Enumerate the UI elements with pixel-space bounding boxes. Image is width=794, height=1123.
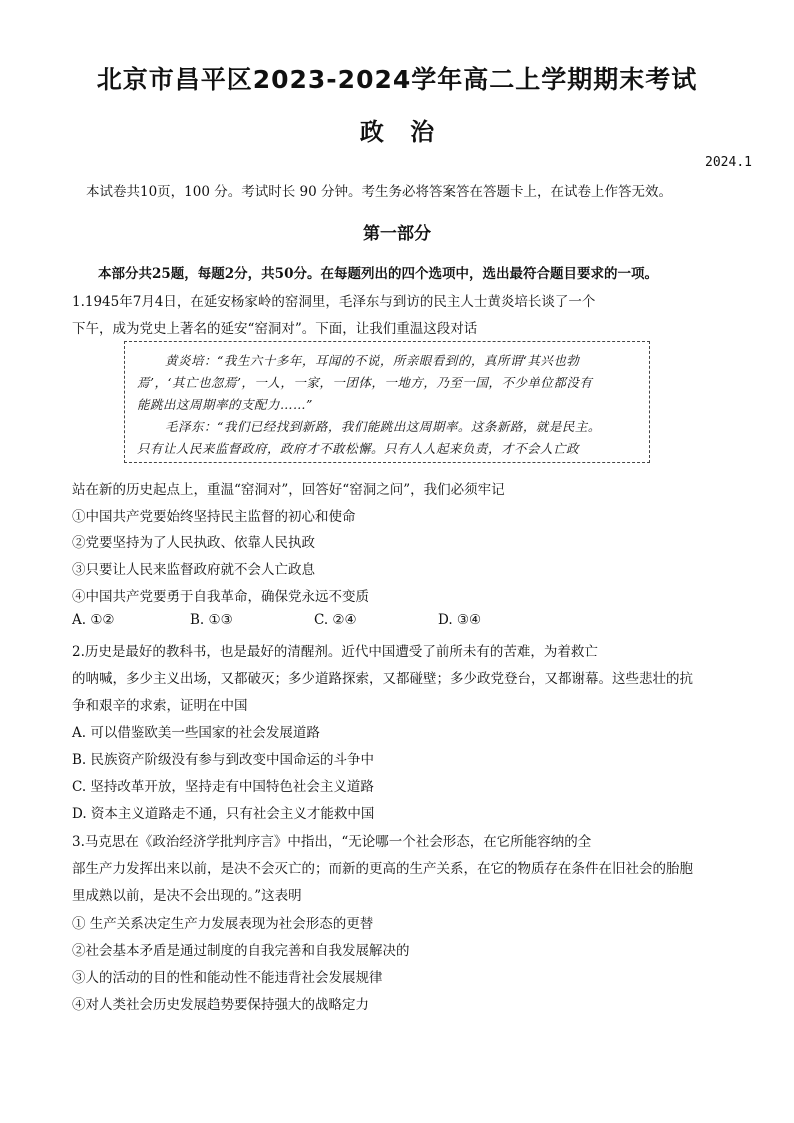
q3-item: ②社会基本矛盾是通过制度的自我完善和自我发展解决的	[72, 943, 410, 959]
q1-option-a[interactable]: A. ①②	[72, 612, 115, 628]
q1-stem-line2: 下午，成为党史上著名的延安“窑洞对”。下面，让我们重温这段对话	[72, 321, 478, 337]
q1-option-c[interactable]: C. ②④	[314, 612, 357, 628]
q3-stem-line3: 里成熟以前，是决不会出现的。”这表明	[72, 888, 302, 904]
q1-item: ②党要坚持为了人民执政、依靠人民执政	[72, 535, 315, 551]
q2-stem-line2: 的呐喊，多少主义出场，又都破灭；多少道路探索，又都碰壁；多少政党登台，又都谢幕。这些悲壮的抗	[72, 671, 693, 687]
q1-question: 站在新的历史起点上，重温“窑洞对”，回答好“窑洞之问”，我们必须牢记	[72, 482, 505, 498]
q2-option-c[interactable]: C. 坚持改革开放，坚持走有中国特色社会主义道路	[72, 779, 374, 795]
q3-stem-line2: 部生产力发挥出来以前，是决不会灭亡的；而新的更高的生产关系，在它的物质存在条件在旧社会的胎胞	[72, 861, 693, 877]
q1-item: ④中国共产党要勇于自我革命，确保党永远不变质	[72, 589, 369, 605]
q2-stem-line3: 争和艰辛的求索，证明在中国	[72, 698, 248, 714]
q1-stem-line1: 1.1945年7月4日，在延安杨家岭的窑洞里，毛泽东与到访的民主人士黄炎培长谈了一个	[72, 294, 596, 310]
q1-option-d[interactable]: D. ③④	[438, 612, 482, 628]
q2-option-d[interactable]: D. 资本主义道路走不通，只有社会主义才能救中国	[72, 806, 375, 822]
exam-date: 2024.1	[705, 155, 752, 170]
quote-line: 能跳出这周期率的支配力……”	[137, 397, 313, 412]
q3-item: ③人的活动的目的性和能动性不能违背社会发展规律	[72, 970, 383, 986]
q3-item: ① 生产关系决定生产力发展表现为社会形态的更替	[72, 916, 374, 932]
part-title: 第一部分	[363, 224, 431, 244]
part-intro: 本部分共25题，每题2分，共50分。在每题列出的四个选项中，选出最符合题目要求的一项。	[98, 266, 658, 282]
q1-quote-box	[124, 341, 650, 463]
subject-title: 政 治	[359, 118, 435, 146]
q1-item: ③只要让人民来监督政府就不会人亡政息	[72, 562, 315, 578]
q3-stem-line1: 3.马克思在《政治经济学批判序言》中指出，“无论哪一个社会形态，在它所能容纳的全	[72, 834, 592, 850]
q2-stem-line1: 2.历史是最好的教科书，也是最好的清醒剂。近代中国遭受了前所未有的苦难，为着救亡	[72, 644, 598, 660]
q2-option-a[interactable]: A. 可以借鉴欧美一些国家的社会发展道路	[72, 725, 320, 741]
quote-line: 毛泽东：“我们已经找到新路，我们能跳出这周期率。这条新路，就是民主。	[165, 419, 601, 434]
q1-option-b[interactable]: B. ①③	[190, 612, 233, 628]
q1-options	[72, 612, 538, 628]
exam-notice: 本试卷共10页，100 分。考试时长 90 分钟。考生务必将答案答在答题卡上，在试卷上作答无效。	[86, 184, 672, 200]
q1-item: ①中国共产党要始终坚持民主监督的初心和使命	[72, 509, 356, 525]
quote-line: 黄炎培：“我生六十多年，耳闻的不说，所亲眼看到的，真所谓‘其兴也勃	[165, 353, 580, 368]
q3-item: ④对人类社会历史发展趋势要保持强大的战略定力	[72, 997, 369, 1013]
quote-line: 焉’，‘其亡也忽焉’，一人，一家，一团体，一地方，乃至一国，不少单位都没有	[137, 375, 593, 390]
q2-option-b[interactable]: B. 民族资产阶级没有参与到改变中国命运的斗争中	[72, 752, 375, 768]
quote-line: 只有让人民来监督政府，政府才不敢松懈。只有人人起来负责，才不会人亡政	[137, 441, 580, 456]
exam-title: 北京市昌平区2023-2024学年高二上学期期末考试	[96, 65, 698, 94]
